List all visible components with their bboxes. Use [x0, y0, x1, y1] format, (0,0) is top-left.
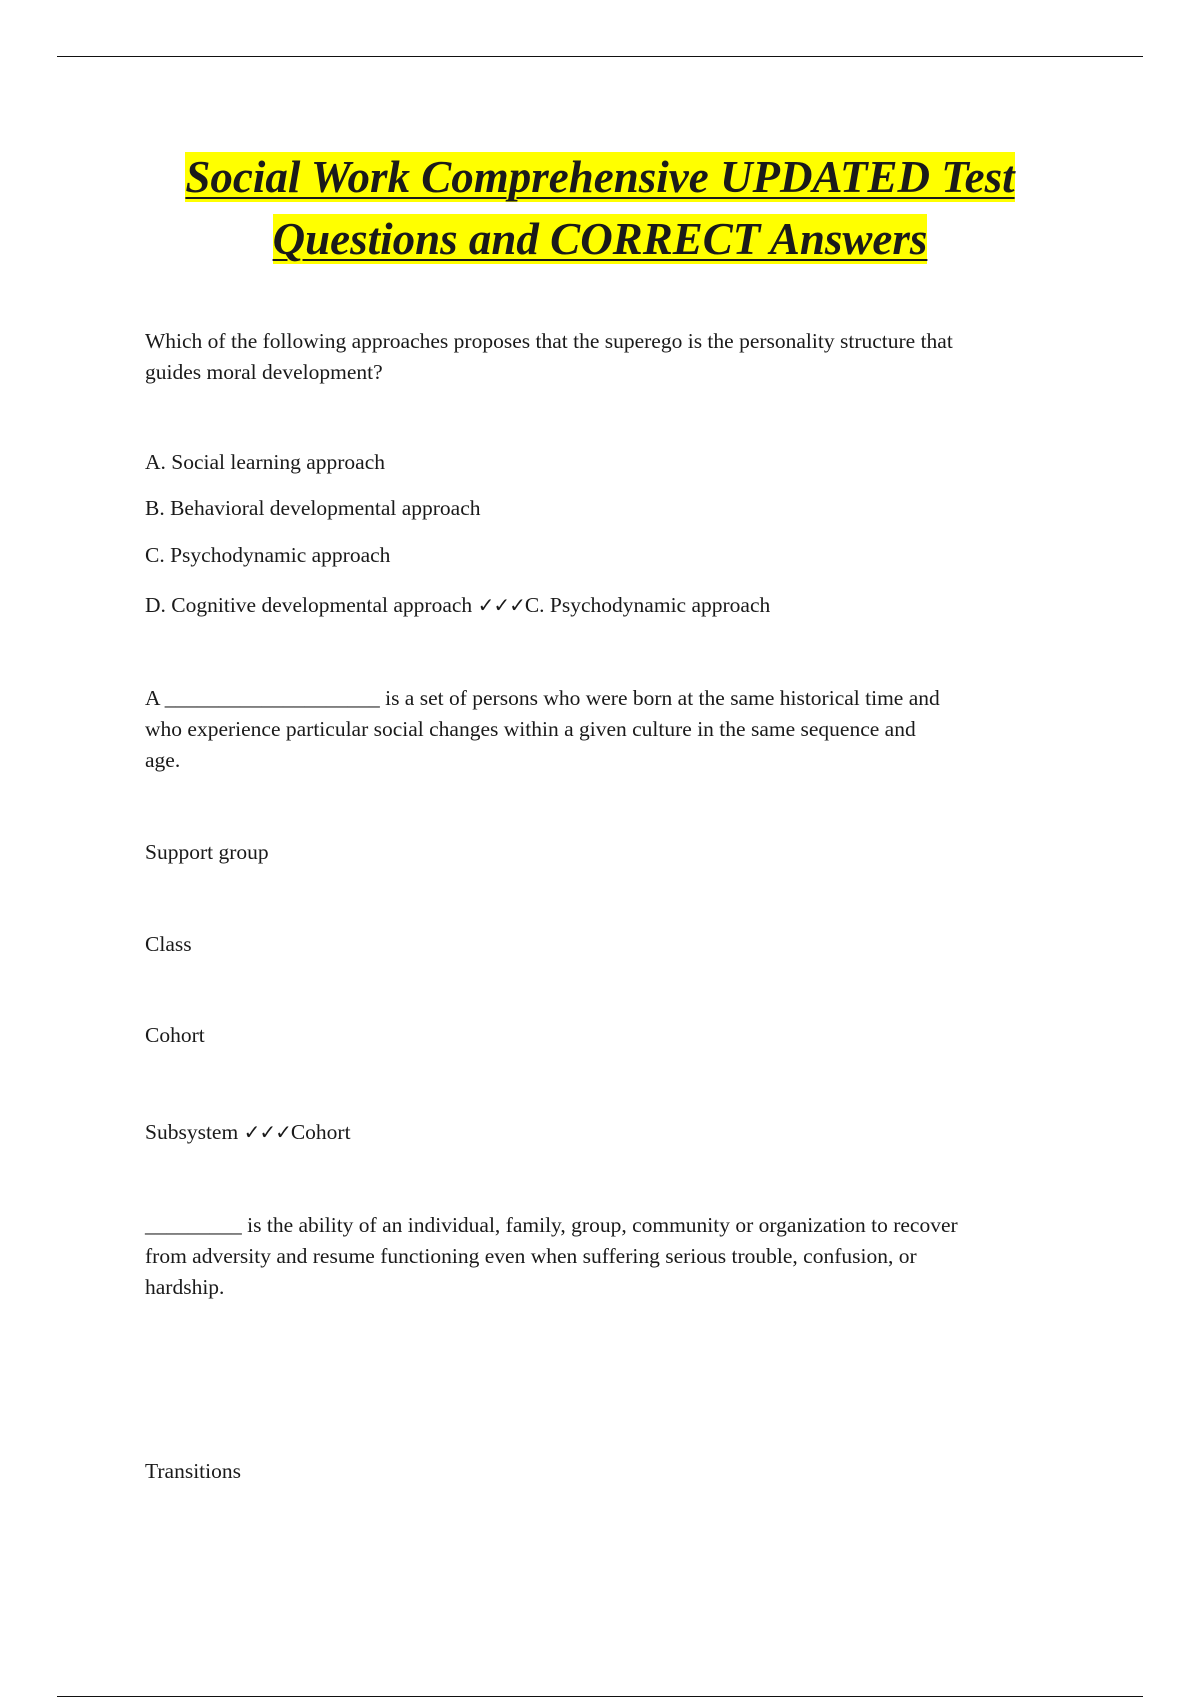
question-2-option-4-with-answer: [145, 1117, 1065, 1148]
title-line-2: Questions and CORRECT Answers: [272, 214, 928, 264]
question-3-option-1: Transitions: [145, 1459, 241, 1483]
question-1-option-c: C. Psychodynamic approach: [145, 543, 391, 567]
page-title: [0, 146, 1200, 270]
question-3-prompt-line-1: _________ is the ability of an individual, family, group, community or organization to recover: [145, 1213, 958, 1237]
question-1-option-a: A. Social learning approach: [145, 450, 385, 474]
question-3-prompt-line-2: from adversity and resume functioning even when suffering serious trouble, confusion, or: [145, 1244, 917, 1268]
checkmark-icon: ✓✓✓: [243, 1120, 291, 1144]
checkmark-icon: ✓✓✓: [477, 593, 525, 617]
title-line-1: Social Work Comprehensive UPDATED Test: [185, 152, 1015, 202]
question-2-prompt-line-1: A ____________________ is a set of persons who were born at the same historical time and: [145, 686, 940, 710]
question-2-answer: Cohort: [290, 1120, 351, 1144]
question-1-answer: C. Psychodynamic approach: [524, 593, 771, 617]
question-2-option-2: Class: [145, 932, 192, 956]
question-3-prompt-line-3: hardship.: [145, 1275, 225, 1299]
question-2-option-1: Support group: [145, 840, 269, 864]
question-2-prompt-line-2: who experience particular social changes within a given culture in the same sequence and: [145, 717, 916, 741]
question-1-option-b: B. Behavioral developmental approach: [145, 496, 481, 520]
footer-rule: [57, 1696, 1143, 1697]
question-2-prompt-line-3: age.: [145, 748, 181, 772]
question-1-option-d-with-answer: [145, 590, 1065, 621]
question-1-prompt-line-2: guides moral development?: [145, 360, 383, 384]
header-rule: [57, 56, 1143, 57]
question-1-prompt-line-1: Which of the following approaches proposes that the superego is the personality structure that: [145, 329, 953, 353]
question-1-option-d: D. Cognitive developmental approach: [145, 593, 473, 617]
question-2-option-3: Cohort: [145, 1023, 205, 1047]
question-2-option-4: Subsystem: [145, 1120, 239, 1144]
